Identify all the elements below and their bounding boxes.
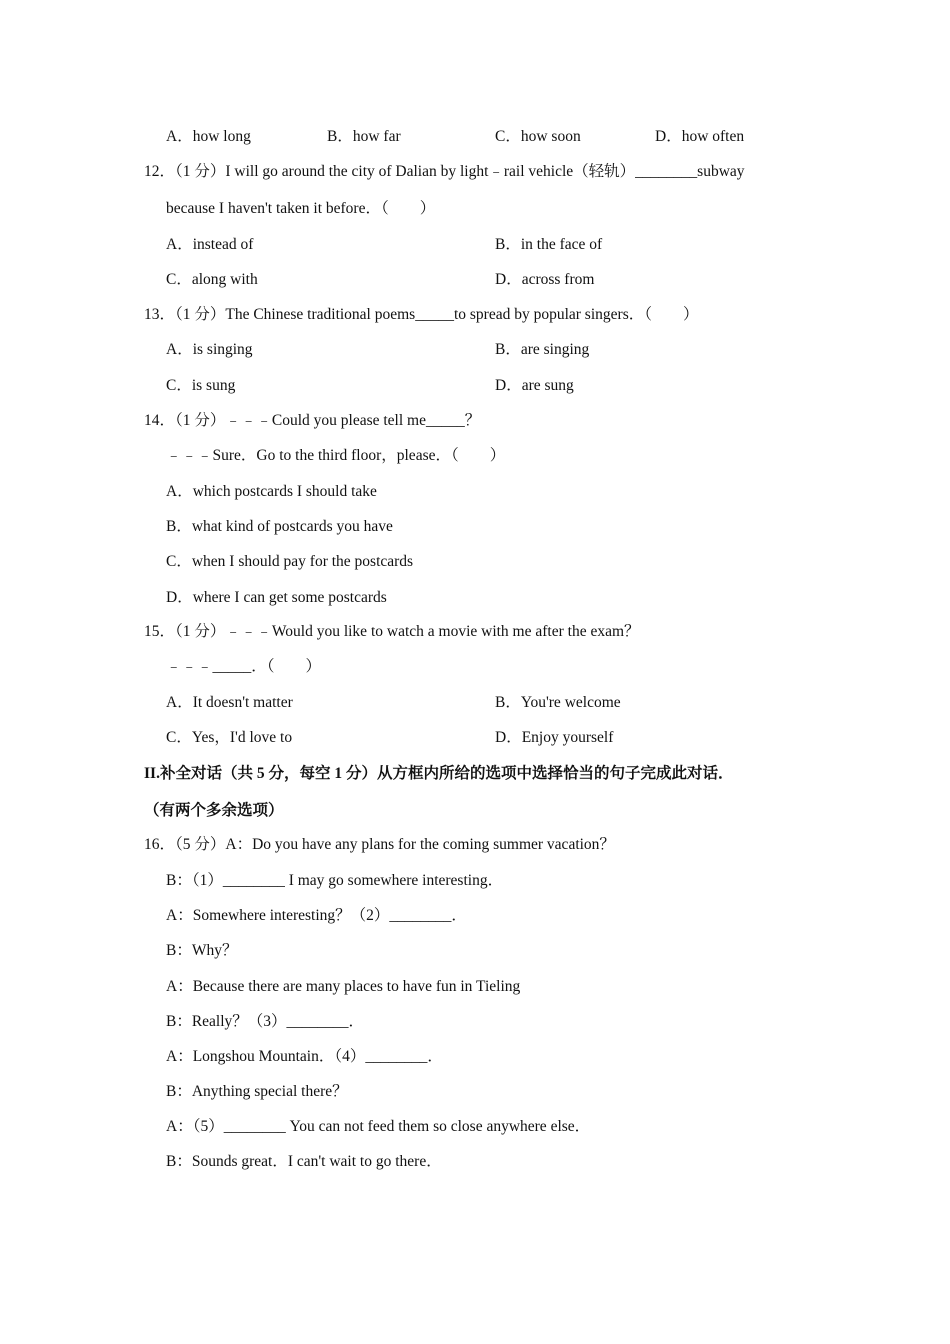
section-subtitle: （有两个多余选项） bbox=[144, 802, 284, 819]
q12-option-c: C．along with bbox=[166, 271, 258, 288]
q13-option-d: D．are sung bbox=[495, 377, 574, 394]
q11-option-a: A．how long bbox=[166, 128, 251, 145]
q12-option-a: A．instead of bbox=[166, 236, 254, 253]
q13-option-a: A．is singing bbox=[166, 341, 253, 358]
q11-option-d: D．how often bbox=[655, 128, 745, 145]
section-title: II.补全对话（共 5 分，每空 1 分）从方框内所给的选项中选择恰当的句子完成此对话． bbox=[144, 765, 734, 782]
q15-option-c: C．Yes，I'd love to bbox=[166, 729, 293, 746]
dialogue-line: B：Sounds great．I can't wait to go there． bbox=[166, 1153, 442, 1170]
q14-option-a: A．which postcards I should take bbox=[166, 483, 377, 500]
q15-option-a: A．It doesn't matter bbox=[166, 694, 293, 711]
dialogue-line: A：（5）________ You can not feed them so close anywhere else． bbox=[166, 1118, 591, 1135]
q12-stem: 12．（1 分）I will go around the city of Dalian by light﹣rail vehicle（轻轨）________subway bbox=[144, 163, 745, 180]
q13-stem: 13．（1 分）The Chinese traditional poems_____to spread by popular singers．（ ） bbox=[144, 306, 699, 323]
q13-option-b: B．are singing bbox=[495, 341, 590, 358]
q14-option-c: C．when I should pay for the postcards bbox=[166, 553, 414, 570]
q14-option-d: D．where I can get some postcards bbox=[166, 589, 387, 606]
q12-option-b: B．in the face of bbox=[495, 236, 603, 253]
q15-stem: 15．（1 分）﹣﹣﹣Would you like to watch a movie with me after the exam？ bbox=[144, 623, 640, 640]
q15-option-b: B．You're welcome bbox=[495, 694, 621, 711]
q16-stem: 16．（5 分）A：Do you have any plans for the coming summer vacation？ bbox=[144, 836, 615, 853]
dialogue-line: A：Somewhere interesting？（2）________． bbox=[166, 907, 467, 924]
q14-stem-continued: ﹣﹣﹣Sure．Go to the third floor，please．（ ） bbox=[166, 447, 506, 464]
dialogue-line: B：Really？（3）________． bbox=[166, 1013, 365, 1030]
q15-option-d: D．Enjoy yourself bbox=[495, 729, 614, 746]
q12-option-d: D．across from bbox=[495, 271, 595, 288]
dialogue-line: A：Because there are many places to have fun in Tieling bbox=[166, 978, 521, 995]
dialogue-line: B：Anything special there？ bbox=[166, 1083, 348, 1100]
q12-stem-continued: because I haven't taken it before．（ ） bbox=[166, 200, 436, 217]
q13-option-c: C．is sung bbox=[166, 377, 236, 394]
dialogue-line: B：（1）________ I may go somewhere interesting． bbox=[166, 872, 504, 889]
q14-stem: 14．（1 分）﹣﹣﹣Could you please tell me_____？ bbox=[144, 412, 481, 429]
dialogue-line: A：Longshou Mountain．（4）________． bbox=[166, 1048, 443, 1065]
q15-stem-continued: ﹣﹣﹣_____．（ ） bbox=[166, 658, 322, 675]
q14-option-b: B．what kind of postcards you have bbox=[166, 518, 393, 535]
q11-option-c: C．how soon bbox=[495, 128, 581, 145]
dialogue-line: B：Why？ bbox=[166, 942, 238, 959]
q11-option-b: B．how far bbox=[327, 128, 401, 145]
